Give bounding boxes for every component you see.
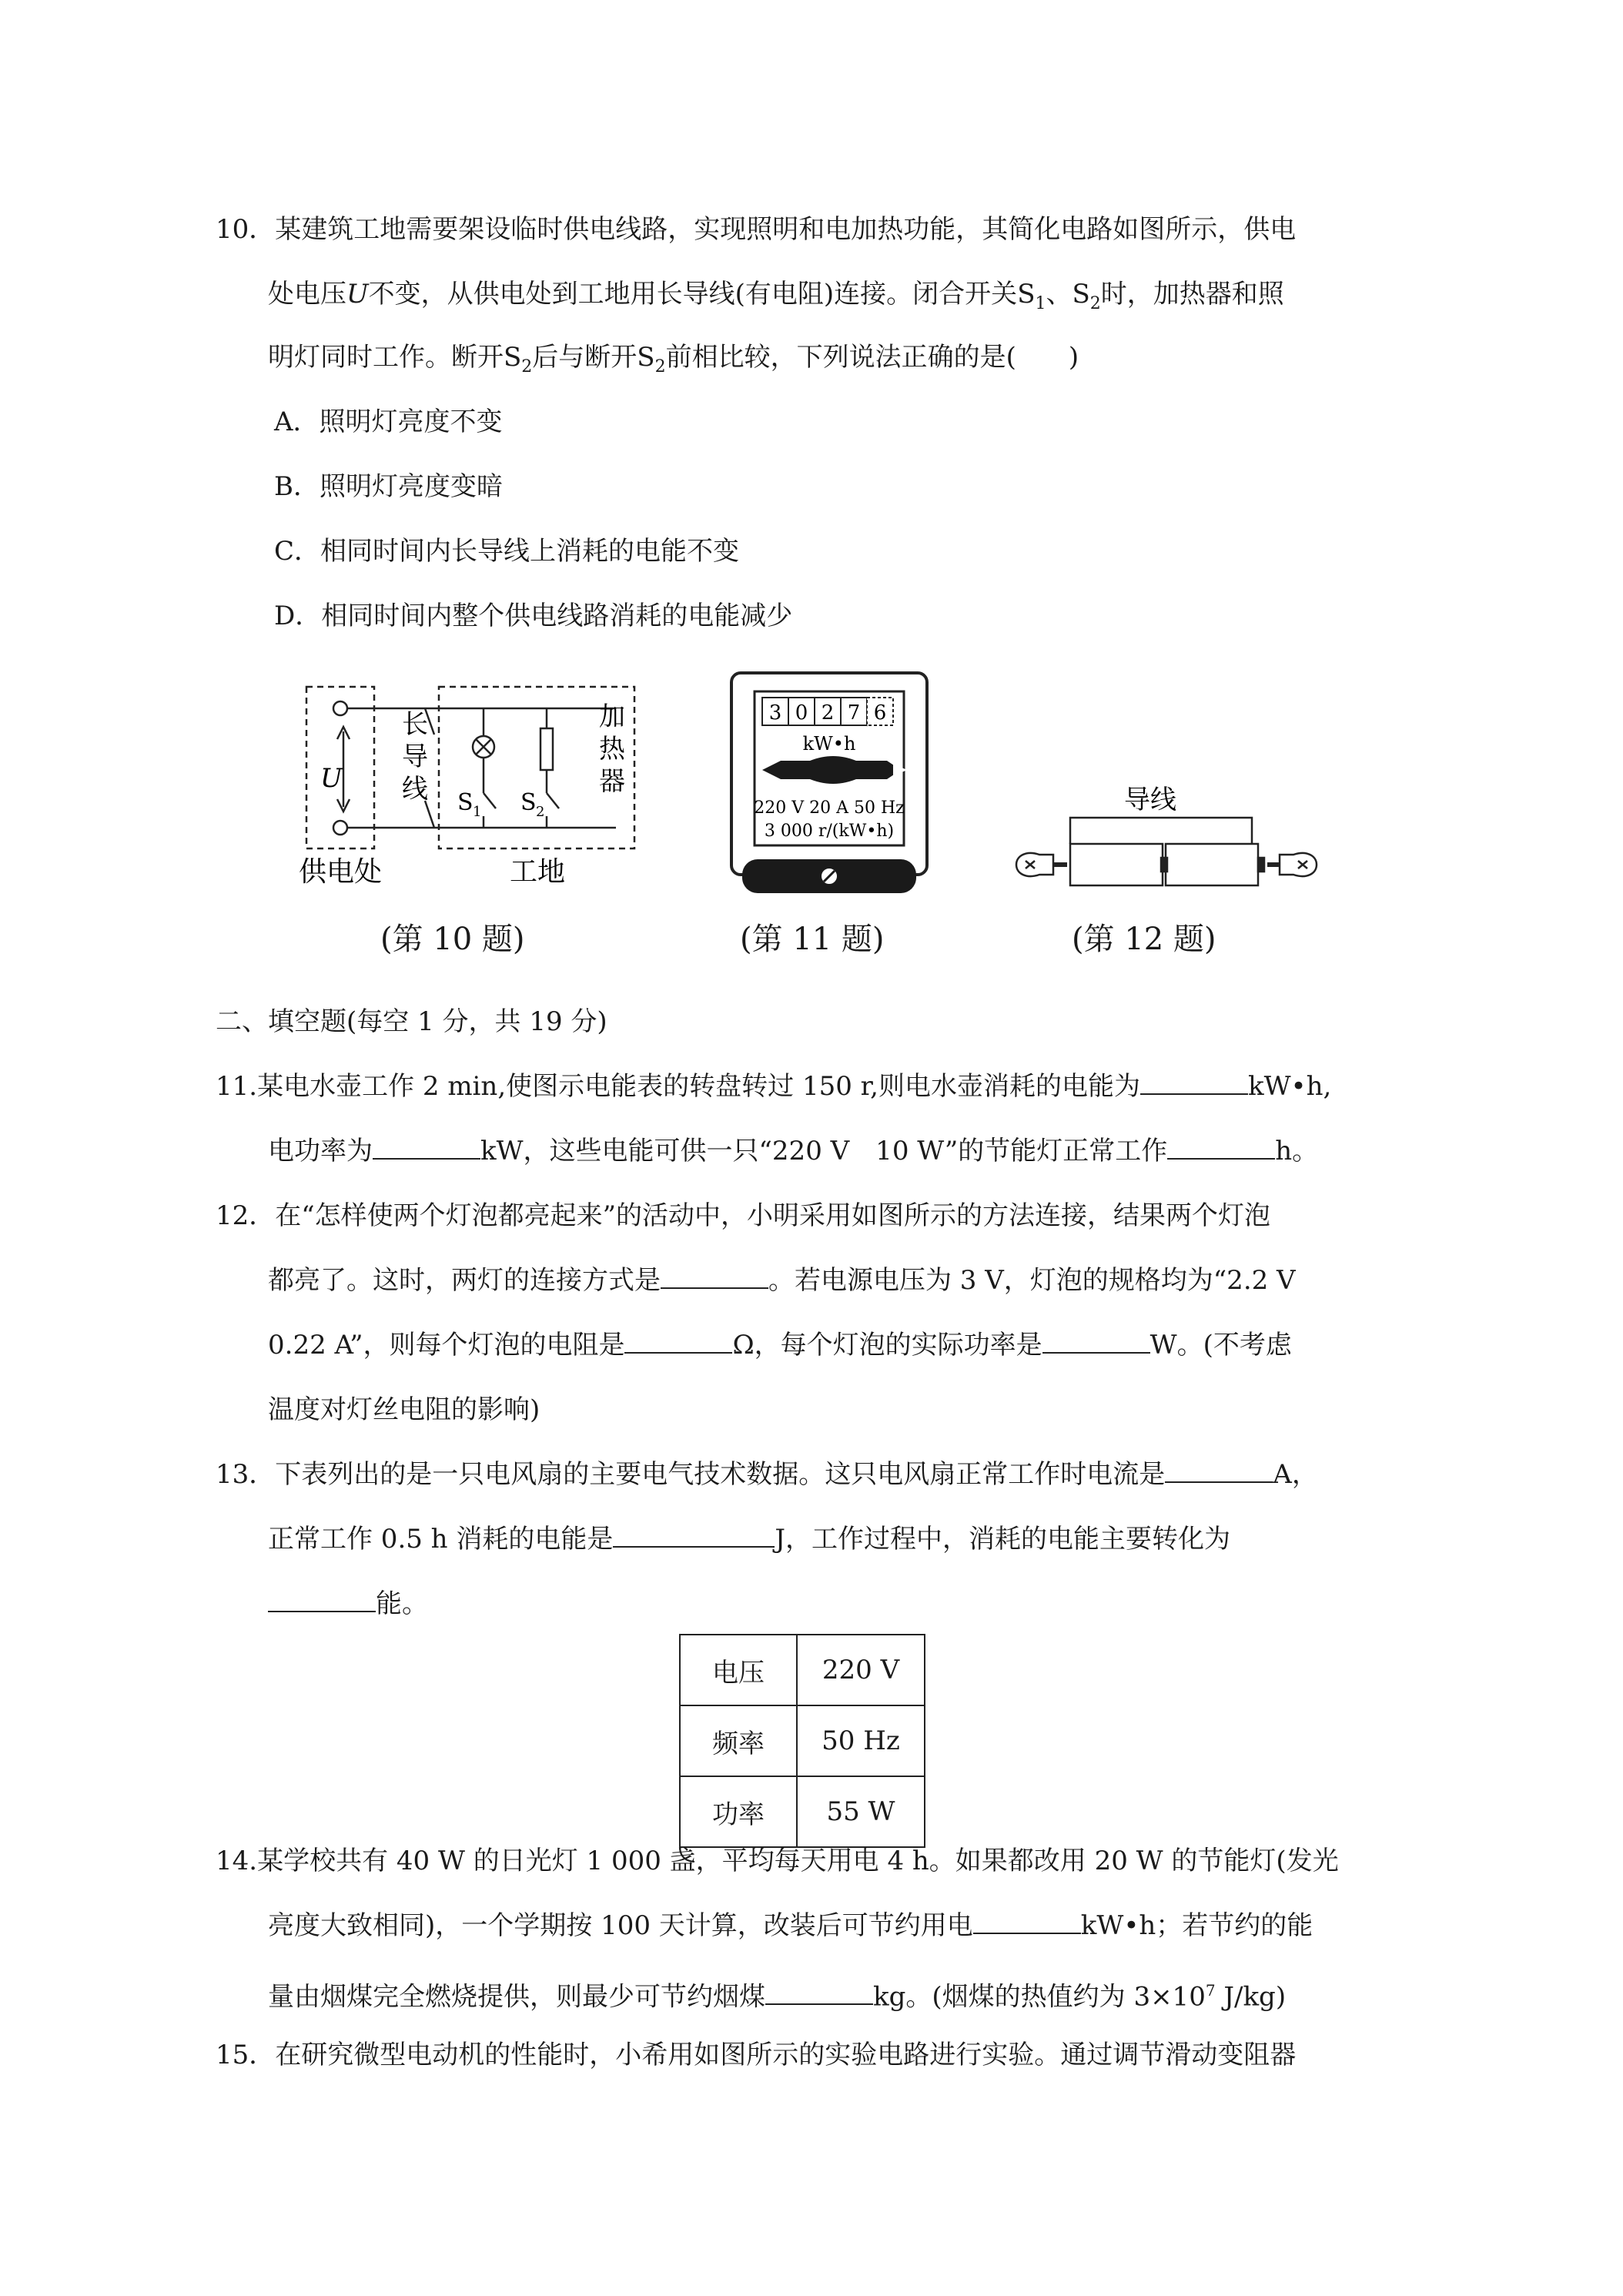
fig10-wire-char-3: 线 [402, 774, 428, 805]
q13-blank-1[interactable] [1165, 1458, 1273, 1483]
fig10-wire-char-1: 长 [402, 709, 428, 740]
q12-blank-1[interactable] [661, 1264, 768, 1289]
q14-line-3: 量由烟煤完全燃烧提供，则最少可节约烟煤 kg。(烟煤的热值约为 $3\times 10^7$ J/kg) [268, 1981, 1287, 2013]
q12-line-4: 温度对灯丝电阻的影响) [268, 1394, 540, 1425]
fan-spec-table [679, 1634, 925, 1848]
figure-11-caption: (第 11 题) [740, 922, 885, 957]
q13-blank-3[interactable] [268, 1588, 376, 1612]
fig10-s1-sub: 1 [473, 804, 482, 820]
heater-resistor [540, 728, 553, 770]
meter-unit: kW•h [802, 733, 856, 755]
table-key: 功率 [680, 1776, 797, 1847]
q14-line-1: 14.某学校共有 40 W 的日光灯 1 000 盏，平均每天用电 4 h。如果都改用 20 W 的节能灯(发光 [216, 1846, 1339, 1876]
section-2-heading: 二、填空题(每空 1 分，共 19 分) [216, 1006, 607, 1037]
fig10-s1-label: S [457, 789, 474, 816]
fig10-source-label: 供电处 [299, 856, 383, 888]
q11-line-1: 11.某电水壶工作 2 min,使图示电能表的转盘转过 150 r,则电水壶消耗的电能为 kW•h, [216, 1071, 1332, 1102]
table-row [680, 1776, 925, 1847]
table-key: 电压 [680, 1635, 797, 1705]
figure-12-caption: (第 12 题) [1072, 922, 1216, 957]
voltage-symbol: U [346, 279, 369, 310]
figure-12-bulbs [1009, 770, 1324, 893]
fig12-wire [1070, 818, 1252, 844]
q14-line-2: 亮度大致相同)，一个学期按 100 天计算，改装后可节约用电 kW•h；若节约的能 [268, 1910, 1313, 1941]
q13-line-3: 能。 [268, 1588, 428, 1620]
bulb-right [1280, 853, 1317, 876]
q10-line-2: 处电压U不变，从供电处到工地用长导线(有电阻)连接。闭合开关$S_1$、$S_2$时，加热器和照 [268, 279, 1284, 313]
figure-10-caption: (第 10 题) [380, 922, 525, 957]
table-row [680, 1705, 925, 1776]
bulb-left [1016, 853, 1053, 876]
q12-blank-2[interactable] [624, 1329, 732, 1354]
fig10-heater-char-2: 热 [599, 734, 625, 765]
q10-line-3: 明灯同时工作。断开$S_2$后与断开$S_2$前相比较，下列说法正确的是( ) [268, 342, 1079, 377]
table-row [680, 1635, 925, 1705]
fig10-heater-char-3: 器 [599, 766, 625, 797]
q11-blank-1[interactable] [1140, 1070, 1248, 1095]
q14-blank-2[interactable] [765, 1980, 873, 2005]
table-value: 220 V [797, 1635, 925, 1705]
fig10-heater-char-1: 加 [599, 701, 625, 732]
meter-digit-3: 2 [821, 701, 835, 725]
table-key: 频率 [680, 1705, 797, 1776]
battery-2 [1166, 844, 1258, 885]
q11-blank-3[interactable] [1167, 1135, 1275, 1160]
table-value: 50 Hz [797, 1705, 925, 1776]
q10-option-d: D．相同时间内整个供电线路消耗的电能减少 [274, 601, 793, 631]
figure-10-circuit [293, 670, 654, 893]
meter-digit-1: 3 [768, 701, 782, 725]
meter-spec-2: 3 000 r/(kW•h) [764, 822, 895, 841]
table-value: 55 W [797, 1776, 925, 1847]
fig10-s2-label: S [520, 789, 537, 816]
q10-line-1: 10．某建筑工地需要架设临时供电线路，实现照明和电加热功能，其简化电路如图所示，供电 [216, 214, 1297, 245]
q10-option-a: A．照明灯亮度不变 [274, 407, 503, 437]
meter-digit-4: 7 [847, 701, 861, 725]
fig10-u-label: U [320, 763, 343, 794]
meter-digit-2: 0 [795, 701, 808, 725]
meter-spec-1: 220 V 20 A 50 Hz [754, 798, 905, 818]
fig12-wire-label: 导线 [1124, 785, 1176, 815]
q10-option-c: C．相同时间内长导线上消耗的电能不变 [274, 536, 740, 567]
q13-blank-2[interactable] [613, 1523, 775, 1548]
q15-line-1: 15．在研究微型电动机的性能时，小希用如图所示的实验电路进行实验。通过调节滑动变阻器 [216, 2040, 1297, 2070]
q11-line-2: 电功率为 kW，这些电能可供一只“220 V 10 W”的节能灯正常工作 h。 [268, 1136, 1319, 1166]
q11-blank-2[interactable] [373, 1135, 480, 1160]
q12-blank-3[interactable] [1042, 1329, 1150, 1354]
q13-line-1: 13．下表列出的是一只电风扇的主要电气技术数据。这只电风扇正常工作时电流是 A， [216, 1459, 1318, 1490]
fig10-s2-sub: 2 [536, 804, 545, 820]
meter-digit-5: 6 [873, 701, 887, 725]
q14-blank-1[interactable] [973, 1909, 1081, 1934]
fig10-wire-char-2: 导 [402, 741, 428, 772]
q10-option-b: B．照明灯亮度变暗 [274, 471, 503, 502]
fig10-site-label: 工地 [510, 856, 566, 888]
q12-line-2: 都亮了。这时，两灯的连接方式是 。若电源电压为 3 V，灯泡的规格均为“2.2 V [268, 1265, 1296, 1296]
q12-line-1: 12．在“怎样使两个灯泡都亮起来”的活动中，小明采用如图所示的方法连接，结果两个灯泡 [216, 1200, 1271, 1231]
q13-line-2: 正常工作 0.5 h 消耗的电能是 J，工作过程中，消耗的电能主要转化为 [268, 1524, 1231, 1555]
figure-11-energy-meter [725, 668, 933, 899]
battery-1 [1070, 844, 1163, 885]
q12-line-3: 0.22 A”，则每个灯泡的电阻是 Ω，每个灯泡的实际功率是 W。(不考虑 [268, 1330, 1292, 1361]
